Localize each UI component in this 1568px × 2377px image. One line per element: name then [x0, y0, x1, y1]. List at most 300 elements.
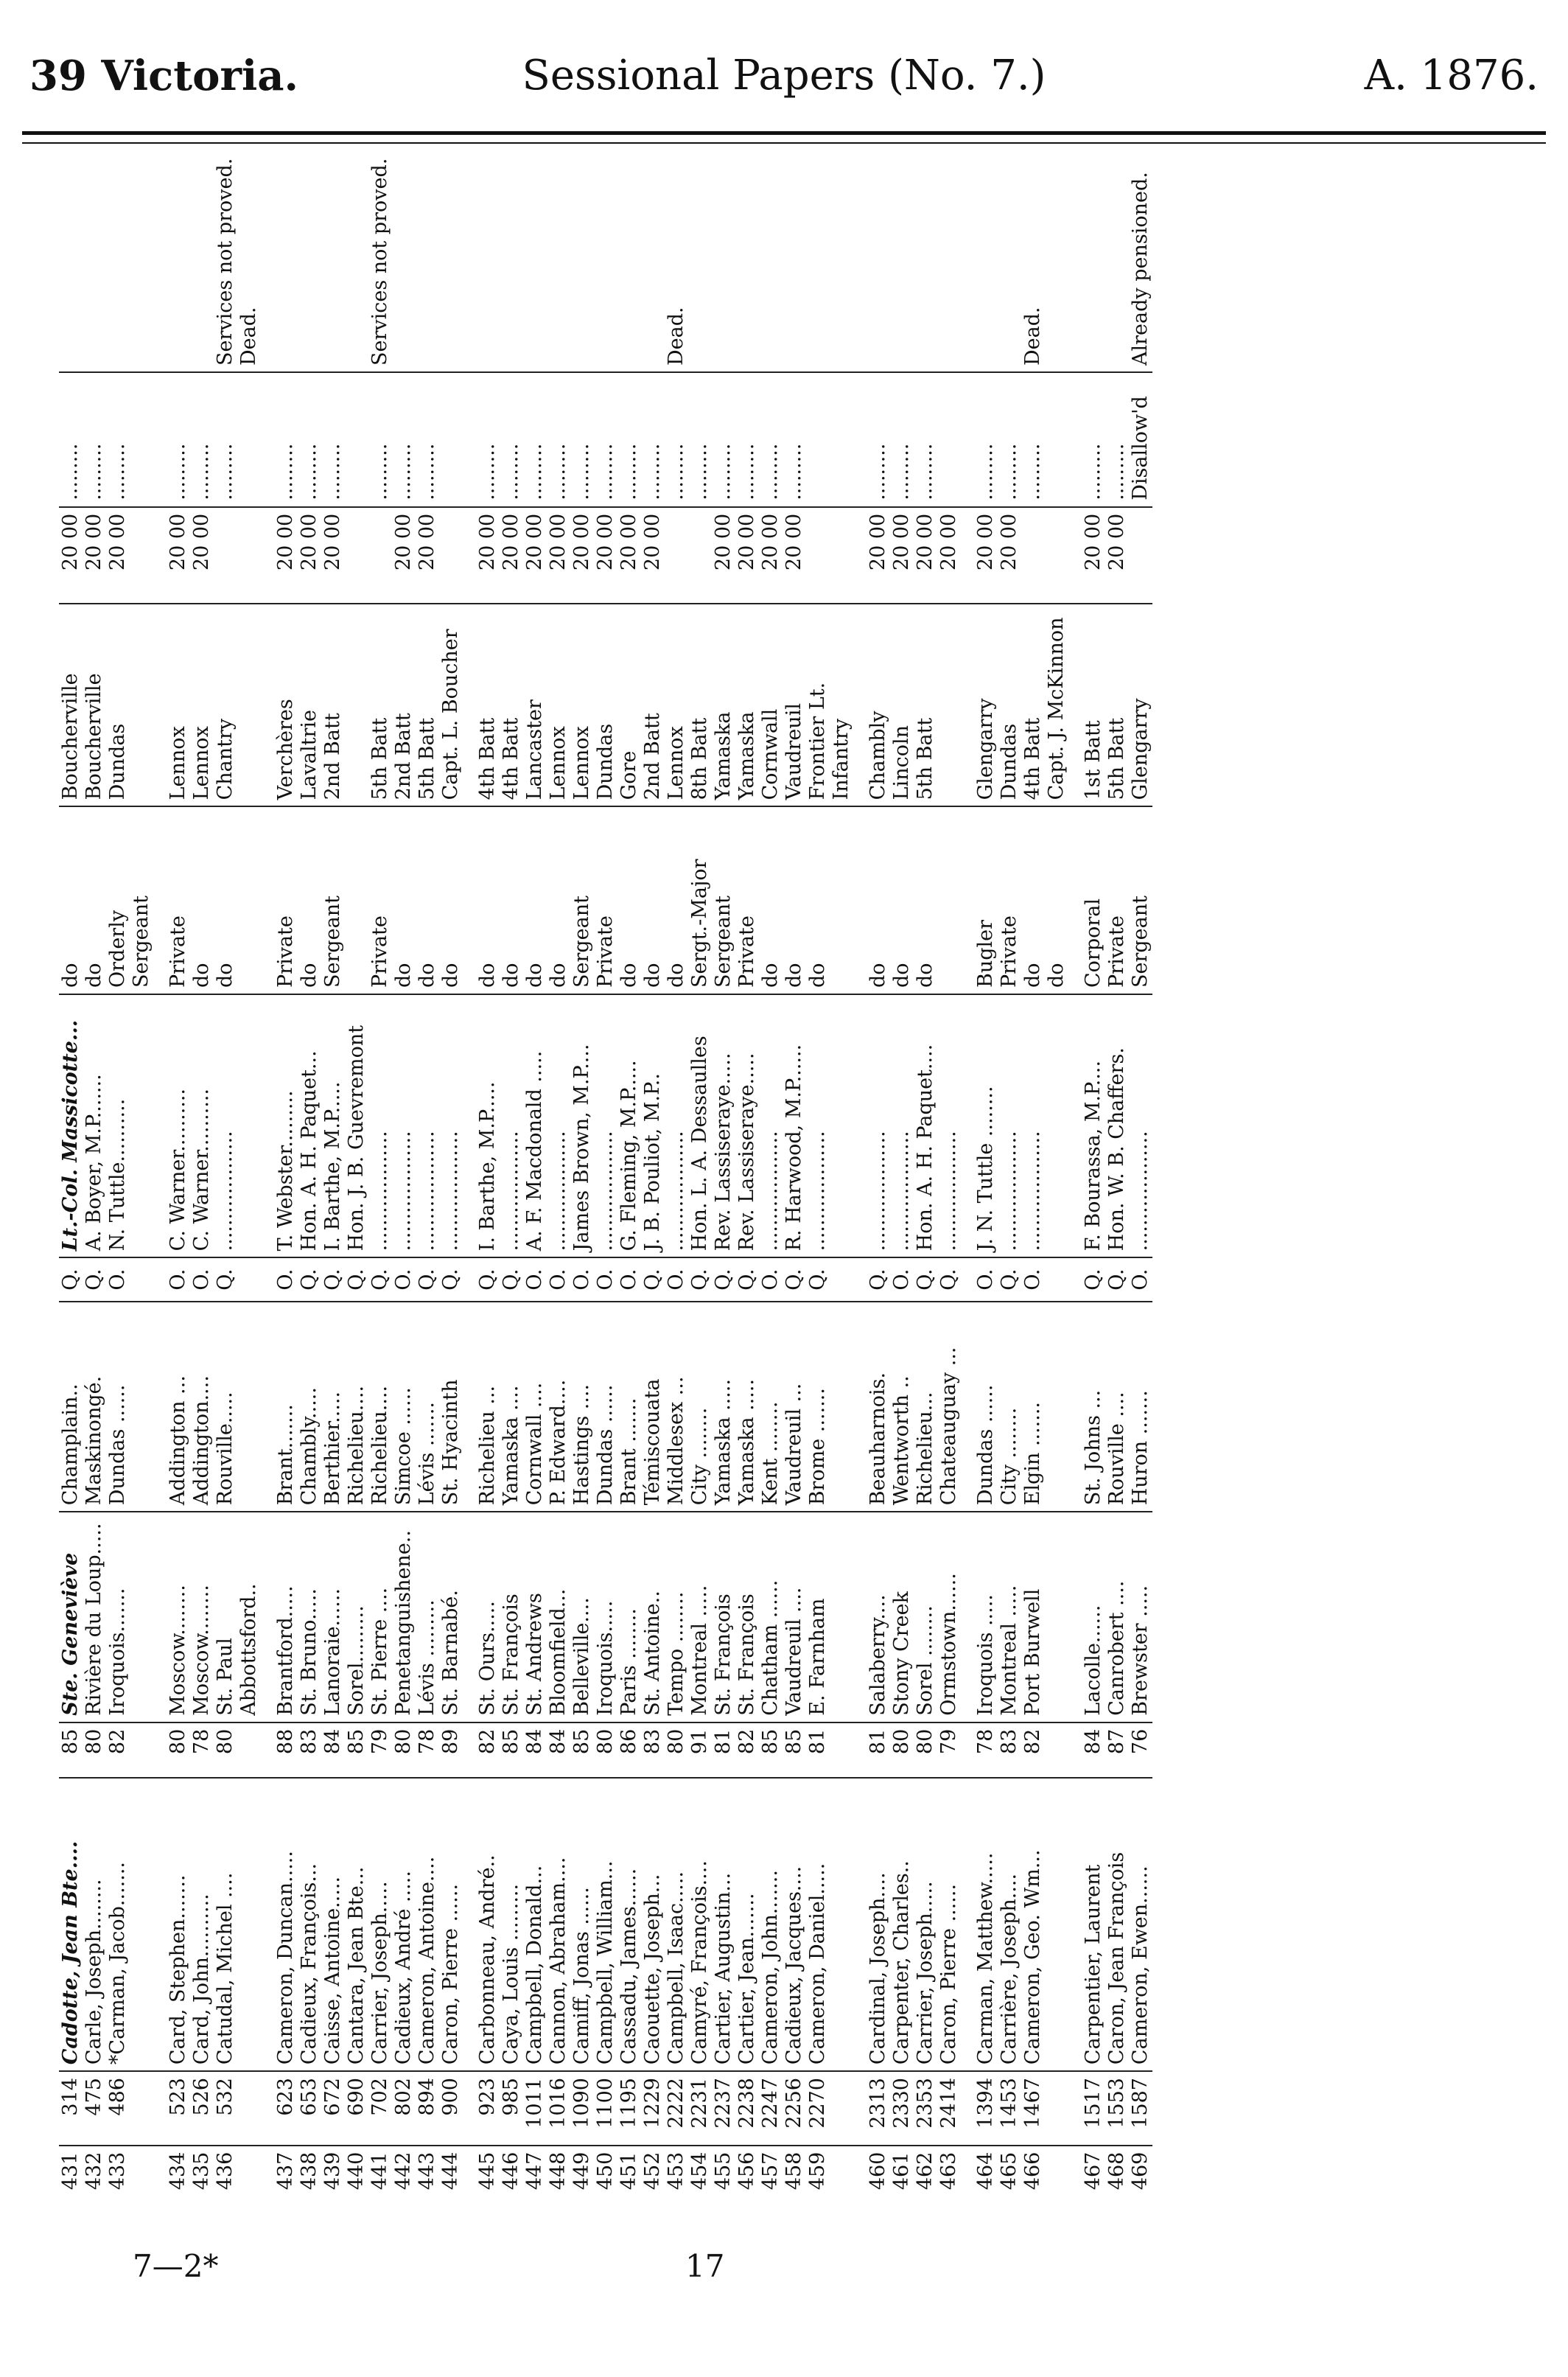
province-cell: O.	[594, 1257, 617, 1302]
table-row	[712, 147, 735, 2211]
pensioner-name-cell: Card, John..........	[190, 1778, 214, 2071]
battalion-cell: 5th Batt	[368, 604, 392, 806]
rank-cell: do	[298, 806, 321, 994]
certifying-officer-cell	[853, 994, 867, 1257]
rank-cell	[463, 806, 476, 994]
rank-cell: do	[416, 806, 439, 994]
amount-cell	[1068, 507, 1082, 604]
province-cell: Q.	[59, 1257, 83, 1302]
rank-cell	[261, 806, 274, 994]
file-number-cell: 900	[439, 2071, 463, 2146]
province-cell	[853, 1257, 867, 1302]
amount-cell: 20 00	[867, 507, 890, 604]
pensioner-name-cell: Campbell, Isaac.....	[665, 1778, 688, 2071]
province-cell: O.	[665, 1257, 688, 1302]
leader-dots-cell: .........	[214, 372, 261, 507]
leader-dots-cell: .........	[783, 372, 806, 507]
battalion-cell: Dundas	[594, 604, 617, 806]
county-cell	[1068, 1302, 1082, 1512]
file-number-cell: 1229	[641, 2071, 665, 2146]
certifying-officer-cell: ...................	[937, 994, 961, 1257]
residence-cell: Canrobert ....	[1105, 1512, 1129, 1722]
file-number-cell: 2330	[890, 2071, 914, 2146]
leader-dots-cell: .........	[867, 372, 890, 507]
age-cell: 81	[806, 1722, 853, 1778]
residence-cell: Sorel.........	[345, 1512, 368, 1722]
battalion-cell: Cornwall	[759, 604, 783, 806]
rank-cell: do	[914, 806, 937, 994]
remarks-cell	[735, 147, 759, 372]
remarks-cell	[523, 147, 547, 372]
remarks-cell	[392, 147, 416, 372]
pensioner-name-cell: Carrière, Joseph....	[998, 1778, 1021, 2071]
remarks-cell: Services not proved.	[368, 147, 392, 372]
age-cell: 82	[106, 1722, 153, 1778]
province-cell: Q.	[214, 1257, 261, 1302]
amount-cell: 20 00	[759, 507, 783, 604]
certifying-officer-cell: A. F. Macdonald .....	[523, 994, 547, 1257]
header-left: 39 Victoria.	[29, 52, 299, 100]
certifying-officer-cell: Hon. L. A. Dessaulles	[688, 994, 712, 1257]
county-cell: Dundas ......	[974, 1302, 998, 1512]
leader-dots-cell: .........	[759, 372, 783, 507]
battalion-cell: Chantry	[214, 604, 261, 806]
residence-cell	[463, 1512, 476, 1722]
residence-cell: Lacolle......	[1082, 1512, 1105, 1722]
residence-cell	[261, 1512, 274, 1722]
file-number-cell: 1011	[523, 2071, 547, 2146]
age-cell: 78	[190, 1722, 214, 1778]
leader-dots-cell: .........	[1082, 372, 1105, 507]
rank-cell: Private	[735, 806, 759, 994]
certifying-officer-cell: ...................	[998, 994, 1021, 1257]
county-cell: Brant .......	[617, 1302, 641, 1512]
county-cell: Huron .......	[1129, 1302, 1152, 1512]
file-number-cell: 2270	[806, 2071, 853, 2146]
group-spacer	[853, 147, 867, 2211]
entry-number-cell: 460	[867, 2151, 889, 2191]
certifying-officer-cell: James Brown, M.P....	[570, 994, 594, 1257]
county-cell	[261, 1302, 274, 1512]
pensioner-name-cell: Caisse, Antoine.....	[321, 1778, 345, 2071]
county-cell	[153, 1302, 167, 1512]
pensioner-name-cell: Cartier, Jean.......	[735, 1778, 759, 2071]
rank-cell: do	[214, 806, 261, 994]
age-cell: 89	[439, 1722, 463, 1778]
leader-dots-cell	[261, 372, 274, 507]
table-row	[547, 147, 570, 2211]
remarks-cell: Services not proved. Dead.	[214, 147, 261, 372]
battalion-cell: 5th Batt	[1105, 604, 1129, 806]
age-cell	[153, 1722, 167, 1778]
amount-cell	[368, 507, 392, 604]
battalion-cell: Gore	[617, 604, 641, 806]
leader-dots-cell	[1068, 372, 1082, 507]
remarks-cell	[759, 147, 783, 372]
certifying-officer-cell: ...................	[368, 994, 392, 1257]
amount-cell: 20 00	[523, 507, 547, 604]
pensioner-name-cell: Campbell, Donald...	[523, 1778, 547, 2071]
certifying-officer-cell: Hon. A. H. Paquet...	[298, 994, 321, 1257]
residence-cell: Paris ........	[617, 1512, 641, 1722]
rank-cell: do	[806, 806, 853, 994]
file-number-cell: 1587	[1129, 2071, 1152, 2146]
entry-number-cell: 451	[617, 2151, 640, 2191]
battalion-cell: 2nd Batt	[321, 604, 345, 806]
rank-cell: Orderly Sergeant	[106, 806, 153, 994]
battalion-cell: 5th Batt	[914, 604, 937, 806]
leader-dots-cell: .........	[298, 372, 321, 507]
age-cell: 85	[345, 1722, 368, 1778]
residence-cell: Brewster .....	[1129, 1512, 1152, 1722]
pensioner-name-cell: Cadotte, Jean Bte....	[59, 1778, 83, 2071]
table-row	[617, 147, 641, 2211]
residence-cell: Vaudreuil ....	[783, 1512, 806, 1722]
entry-number-cell: 452	[641, 2151, 664, 2191]
entry-number-cell: 454	[688, 2151, 711, 2191]
battalion-cell: 4th Batt	[1021, 604, 1045, 806]
county-cell: Dundas ......	[106, 1302, 153, 1512]
province-cell: O.	[974, 1257, 998, 1302]
county-cell: Addington ...	[167, 1302, 190, 1512]
remarks-cell	[998, 147, 1021, 372]
entry-number-cell: 431	[59, 2151, 82, 2191]
certifying-officer-cell: Hon. J. B. Guevremont	[345, 994, 368, 1257]
remarks-cell	[463, 147, 476, 372]
entry-number-cell: 459	[806, 2151, 829, 2191]
file-number-cell: 2222	[665, 2071, 688, 2146]
battalion-cell: 2nd Batt	[392, 604, 416, 806]
residence-cell: St. Bruno.....	[298, 1512, 321, 1722]
age-cell: 85	[759, 1722, 783, 1778]
pensioner-name-cell: Carpenter, Charles..	[890, 1778, 914, 2071]
remarks-cell: Already pensioned.	[1129, 147, 1152, 372]
certifying-officer-cell: Rev. Lassiseraye.....	[712, 994, 735, 1257]
leader-dots-cell: .........	[914, 372, 937, 507]
county-cell: Chateauguay ...	[937, 1302, 961, 1512]
amount-cell	[463, 507, 476, 604]
certifying-officer-cell: N. Tuttle..........	[106, 994, 153, 1257]
province-cell: Q.	[368, 1257, 392, 1302]
pensioner-name-cell: Caron, Pierre ......	[439, 1778, 463, 2071]
county-cell: Richelieu....	[345, 1302, 368, 1512]
county-cell: Elgin .......	[1021, 1302, 1045, 1512]
province-cell: Q.	[735, 1257, 759, 1302]
table-row	[867, 147, 890, 2211]
battalion-cell: Boucherville	[59, 604, 83, 806]
battalion-cell: Yamaska	[735, 604, 759, 806]
amount-cell: 20 00	[392, 507, 416, 604]
remarks-cell	[712, 147, 735, 372]
battalion-cell: 5th Batt	[416, 604, 439, 806]
leader-dots-cell: .........	[321, 372, 345, 507]
group-spacer	[463, 147, 476, 2211]
rank-cell: do	[665, 806, 688, 994]
pensioner-name-cell: Camiff, Jonas ......	[570, 1778, 594, 2071]
battalion-cell: 8th Batt	[688, 604, 712, 806]
remarks-cell	[688, 147, 712, 372]
pensioner-name-cell	[261, 1778, 274, 2071]
amount-cell: 20 00	[1082, 507, 1105, 604]
certifying-officer-cell: I. Barthe, M.P.....	[321, 994, 345, 1257]
county-cell: Témiscouata	[641, 1302, 665, 1512]
file-number-cell	[261, 2071, 274, 2146]
rank-cell	[345, 806, 368, 994]
file-number-cell: 2237	[712, 2071, 735, 2146]
table-row	[167, 147, 190, 2211]
province-cell: Q.	[937, 1257, 961, 1302]
file-number-cell: 985	[500, 2071, 523, 2146]
entry-number-cell: 469	[1129, 2151, 1152, 2191]
province-cell	[463, 1257, 476, 1302]
province-cell	[261, 1257, 274, 1302]
rank-cell: do	[500, 806, 523, 994]
certifying-officer-cell: Rev. Lassiseraye.....	[735, 994, 759, 1257]
county-cell: Richelieu ...	[476, 1302, 500, 1512]
battalion-cell: Chambly	[867, 604, 890, 806]
table-row	[937, 147, 961, 2211]
pensioner-name-cell: *Carman, Jacob.......	[106, 1778, 153, 2071]
file-number-cell: 2414	[937, 2071, 961, 2146]
province-cell: Q.	[998, 1257, 1021, 1302]
pensioner-name-cell	[153, 1778, 167, 2071]
entry-number-cell: 435	[190, 2151, 213, 2191]
file-number-cell	[153, 2071, 167, 2146]
rank-cell	[1068, 806, 1082, 994]
entry-number-cell	[1068, 2146, 1082, 2211]
province-cell: Q.	[476, 1257, 500, 1302]
table-row	[783, 147, 806, 2211]
battalion-cell: Lincoln	[890, 604, 914, 806]
entry-number-cell: 433	[106, 2151, 129, 2191]
file-number-cell: 1090	[570, 2071, 594, 2146]
group-spacer	[153, 147, 167, 2211]
age-cell	[1045, 1722, 1068, 1778]
age-cell: 83	[641, 1722, 665, 1778]
entry-number-cell: 434	[167, 2151, 189, 2191]
remarks-cell	[476, 147, 500, 372]
table-row	[688, 147, 712, 2211]
entry-number-cell	[261, 2146, 274, 2211]
age-cell: 80	[214, 1722, 261, 1778]
file-number-cell	[1068, 2071, 1082, 2146]
amount-cell: 20 00	[998, 507, 1021, 604]
battalion-cell: Glengarry	[974, 604, 998, 806]
residence-cell: Ormstown......	[937, 1512, 961, 1722]
certifying-officer-cell	[1068, 994, 1082, 1257]
file-number-cell: 1453	[998, 2071, 1021, 2146]
pensioner-name-cell	[1045, 1778, 1068, 2071]
leader-dots-cell: .........	[688, 372, 712, 507]
pension-list-table	[59, 147, 1152, 2211]
pensioner-name-cell	[853, 1778, 867, 2071]
remarks-cell	[190, 147, 214, 372]
leader-dots-cell: .........	[890, 372, 914, 507]
age-cell: 85	[783, 1722, 806, 1778]
entry-number-cell	[853, 2146, 867, 2211]
county-cell: Simcoe ......	[392, 1302, 416, 1512]
table-row	[570, 147, 594, 2211]
table-row	[665, 147, 688, 2211]
amount-cell: 20 00	[476, 507, 500, 604]
table-body	[59, 147, 1152, 2211]
county-cell: Richelieu....	[368, 1302, 392, 1512]
residence-cell: Bloomfield...	[547, 1512, 570, 1722]
certifying-officer-cell: G. Fleming, M.P.....	[617, 994, 641, 1257]
province-cell: O.	[523, 1257, 547, 1302]
residence-cell: St. Antoine..	[641, 1512, 665, 1722]
remarks-cell	[59, 147, 83, 372]
certifying-officer-cell: ...................	[214, 994, 261, 1257]
province-cell: O.	[392, 1257, 416, 1302]
pensioner-name-cell: Camyré, François....	[688, 1778, 712, 2071]
amount-cell: 20 00	[641, 507, 665, 604]
province-cell: Q.	[806, 1257, 853, 1302]
county-cell: Richelieu...	[914, 1302, 937, 1512]
leader-dots-cell	[961, 372, 974, 507]
entry-number-cell	[463, 2146, 476, 2211]
battalion-cell: Glengarry	[1129, 604, 1152, 806]
rank-cell: Sergeant	[1129, 806, 1152, 994]
province-cell: Q.	[83, 1257, 106, 1302]
county-cell: Rouville.....	[214, 1302, 261, 1512]
file-number-cell: 526	[190, 2071, 214, 2146]
remarks-cell	[416, 147, 439, 372]
age-cell: 85	[500, 1722, 523, 1778]
amount-cell	[688, 507, 712, 604]
certifying-officer-cell: I. Barthe, M.P.....	[476, 994, 500, 1257]
age-cell: 80	[392, 1722, 416, 1778]
battalion-cell: 2nd Batt	[641, 604, 665, 806]
province-cell: O.	[190, 1257, 214, 1302]
province-cell: Q.	[914, 1257, 937, 1302]
county-cell: Dundas ......	[594, 1302, 617, 1512]
province-cell: O.	[890, 1257, 914, 1302]
certifying-officer-cell	[463, 994, 476, 1257]
county-cell: Cornwall ....	[523, 1302, 547, 1512]
battalion-cell: Vaudreuil	[783, 604, 806, 806]
county-cell: Middlesex ...	[665, 1302, 688, 1512]
rank-cell: Sergeant	[712, 806, 735, 994]
pensioner-name-cell	[463, 1778, 476, 2071]
pensioner-name-cell: Cardinal, Joseph....	[867, 1778, 890, 2071]
leader-dots-cell: .........	[476, 372, 500, 507]
pensioner-name-cell: Cartier, Augustin...	[712, 1778, 735, 2071]
age-cell: 76	[1129, 1722, 1152, 1778]
certifying-officer-cell	[153, 994, 167, 1257]
residence-cell: St. François	[712, 1512, 735, 1722]
age-cell: 80	[167, 1722, 190, 1778]
rank-cell: do	[83, 806, 106, 994]
certifying-officer-cell: ...................	[1129, 994, 1152, 1257]
county-cell: Maskinongé.	[83, 1302, 106, 1512]
age-cell: 86	[617, 1722, 641, 1778]
entry-number-cell: 453	[665, 2151, 687, 2191]
table-row	[735, 147, 759, 2211]
remarks-cell	[1082, 147, 1105, 372]
header-right: A. 1876.	[1364, 52, 1539, 100]
leader-dots-cell	[439, 372, 463, 507]
age-cell: 83	[998, 1722, 1021, 1778]
header-center: Sessional Papers (No. 7.)	[522, 52, 1046, 100]
file-number-cell	[1045, 2071, 1068, 2146]
remarks-cell	[106, 147, 153, 372]
leader-dots-cell: .........	[735, 372, 759, 507]
county-cell	[463, 1302, 476, 1512]
amount-cell: 20 00	[783, 507, 806, 604]
province-cell: O.	[759, 1257, 783, 1302]
table-row	[345, 147, 368, 2211]
amount-cell: 20 00	[274, 507, 298, 604]
county-cell	[1045, 1302, 1068, 1512]
certifying-officer-cell: C. Warner..........	[167, 994, 190, 1257]
pensioner-name-cell: Card, Stephen.......	[167, 1778, 190, 2071]
province-cell: O.	[1129, 1257, 1152, 1302]
entry-number-cell: 447	[523, 2151, 546, 2191]
age-cell	[961, 1722, 974, 1778]
table-row	[368, 147, 392, 2211]
group-spacer	[261, 147, 274, 2211]
amount-cell: 20 00	[735, 507, 759, 604]
pensioner-name-cell: Cameron, Daniel.....	[806, 1778, 853, 2071]
pensioner-name-cell: Caron, Pierre ......	[937, 1778, 961, 2071]
pensioner-name-cell: Campbell, William...	[594, 1778, 617, 2071]
leader-dots-cell: .........	[1021, 372, 1045, 507]
pensioner-name-cell: Cameron, Antoine....	[416, 1778, 439, 2071]
residence-cell: St. Paul Abbottsford..	[214, 1512, 261, 1722]
leader-dots-cell	[153, 372, 167, 507]
amount-cell	[439, 507, 463, 604]
county-cell: Yamaska ....	[500, 1302, 523, 1512]
county-cell: Hastings ....	[570, 1302, 594, 1512]
certifying-officer-cell: Hon. A. H. Paquet....	[914, 994, 937, 1257]
pensioner-name-cell: Cameron, Duncan.....	[274, 1778, 298, 2071]
leader-dots-cell: .........	[594, 372, 617, 507]
age-cell: 80	[83, 1722, 106, 1778]
entry-number-cell: 467	[1082, 2151, 1105, 2191]
rank-cell: do	[1045, 806, 1068, 994]
remarks-cell: Dead.	[1021, 147, 1045, 372]
province-cell: O.	[570, 1257, 594, 1302]
rank-cell	[937, 806, 961, 994]
amount-cell	[853, 507, 867, 604]
pensioner-name-cell	[1068, 1778, 1082, 2071]
amount-cell: 20 00	[106, 507, 153, 604]
certifying-officer-cell: ...................	[759, 994, 783, 1257]
residence-cell	[853, 1512, 867, 1722]
amount-cell	[345, 507, 368, 604]
battalion-cell: Lennox	[190, 604, 214, 806]
pensioner-name-cell: Cannon, Abraham....	[547, 1778, 570, 2071]
certifying-officer-cell: R. Harwood, M.P......	[783, 994, 806, 1257]
file-number-cell: 2238	[735, 2071, 759, 2146]
residence-cell: Moscow........	[167, 1512, 190, 1722]
age-cell: 83	[298, 1722, 321, 1778]
leader-dots-cell	[806, 372, 853, 507]
certifying-officer-cell: T. Webster.........	[274, 994, 298, 1257]
rank-cell: Private	[594, 806, 617, 994]
certifying-officer-cell: F. Bourassa, M.P....	[1082, 994, 1105, 1257]
entry-number-cell: 442	[392, 2151, 415, 2191]
table-row	[914, 147, 937, 2211]
province-cell: Q.	[1082, 1257, 1105, 1302]
table-row	[998, 147, 1021, 2211]
province-cell: Q.	[867, 1257, 890, 1302]
file-number-cell: 1467	[1021, 2071, 1045, 2146]
remarks-cell	[617, 147, 641, 372]
remarks-cell	[547, 147, 570, 372]
entry-number-cell: 441	[368, 2151, 391, 2191]
